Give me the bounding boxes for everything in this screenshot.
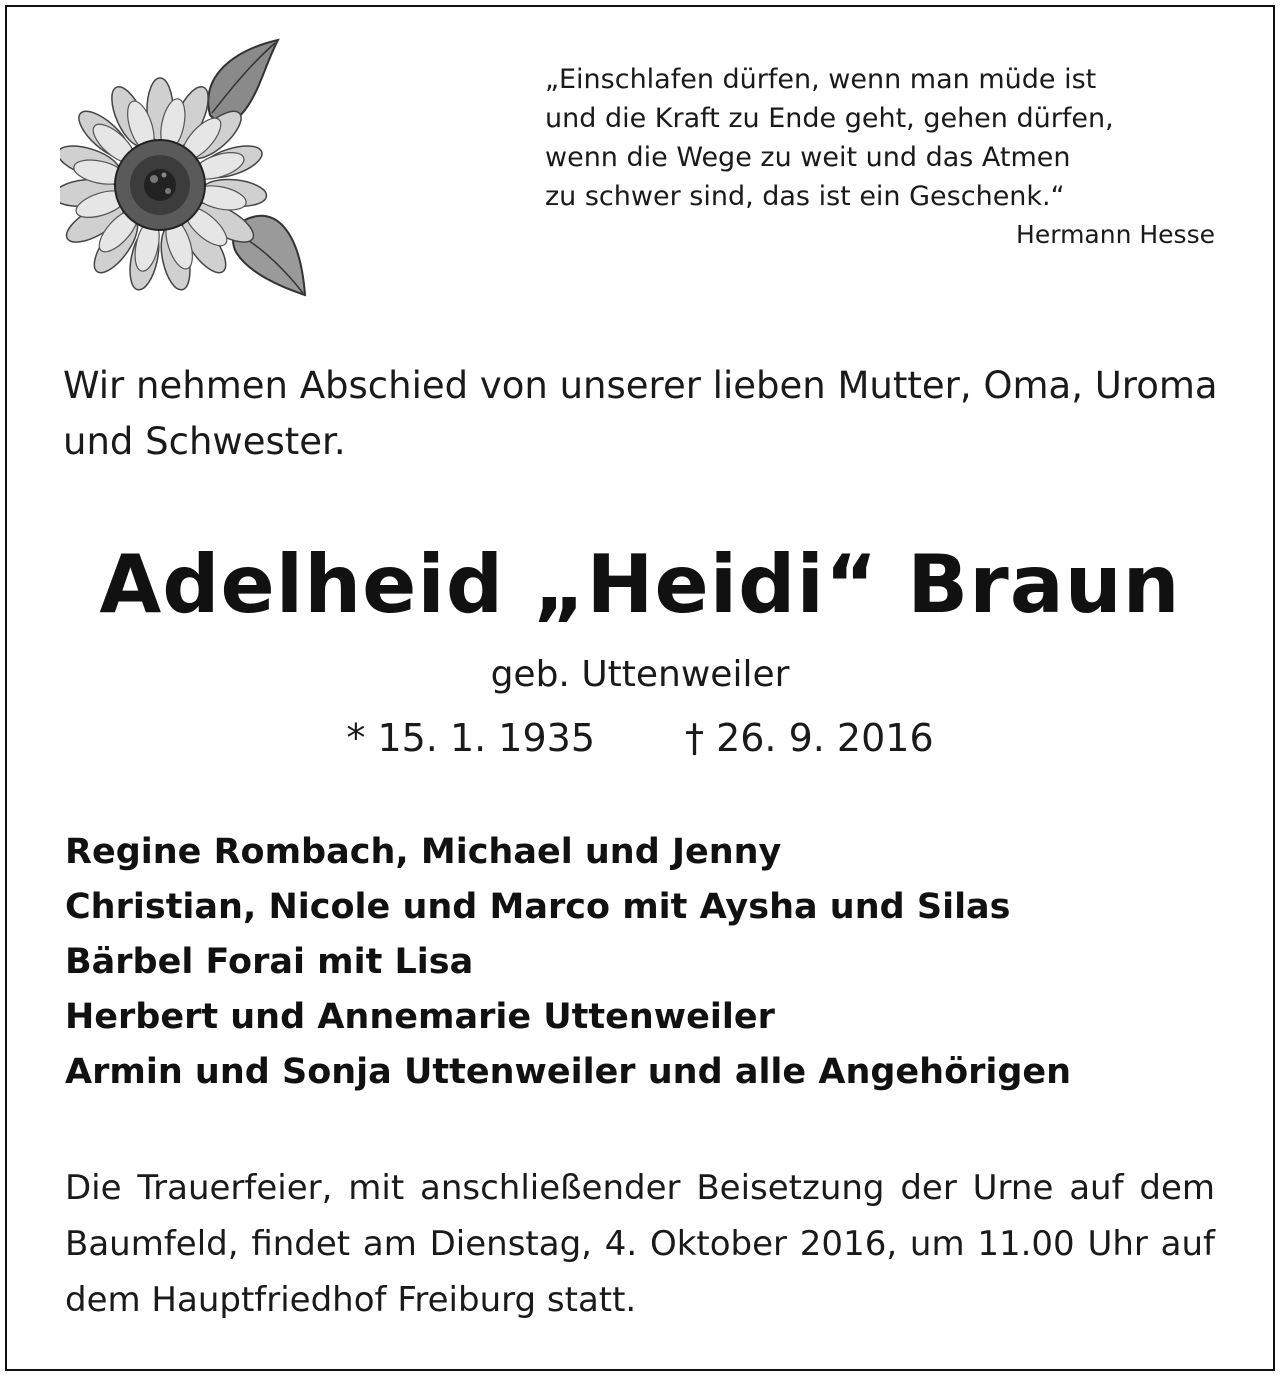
quote-line: wenn die Wege zu weit und das Atmen [545,142,1071,173]
quote-author: Hermann Hesse [1016,220,1215,249]
quote-line: „Einschlafen dürfen, wenn man müde ist [545,64,1097,95]
maiden-name: geb. Uttenweiler [490,654,790,695]
family-line: Christian, Nicole und Marco mit Aysha und Silas [65,887,1011,927]
deceased-name: Adelheid „Heidi“ Braun [99,538,1181,631]
notice-line: Die Trauerfeier, mit anschließender Beisetzung der Urne auf dem [65,1168,1215,1208]
intro-text [63,358,1223,470]
birth-date: * 15. 1. 1935 [346,716,595,760]
family-line: Bärbel Forai mit Lisa [65,942,474,982]
family-line: Armin und Sonja Uttenweiler und alle Angehörigen [65,1052,1072,1092]
quote-line: und die Kraft zu Ende geht, gehen dürfen, [545,103,1114,134]
family-line: Regine Rombach, Michael und Jenny [65,832,782,872]
family-list [65,825,1225,1100]
quote-line: zu schwer sind, das ist ein Geschenk.“ [545,181,1065,212]
sunflower-icon [60,35,320,305]
funeral-notice [65,1160,1215,1328]
notice-line: Baumfeld, findet am Dienstag, 4. Oktober 2016, um 11.00 Uhr auf [65,1224,1215,1264]
family-line: Herbert und Annemarie Uttenweiler [65,997,775,1037]
quote-block [545,60,1215,254]
life-dates [0,712,1280,764]
intro-line: und Schwester. [63,420,346,463]
intro-line: Wir nehmen Abschied von unserer lieben Mutter, Oma, Uroma [63,364,1218,407]
death-date: † 26. 9. 2016 [685,716,934,760]
notice-line: dem Hauptfriedhof Freiburg statt. [65,1280,637,1320]
